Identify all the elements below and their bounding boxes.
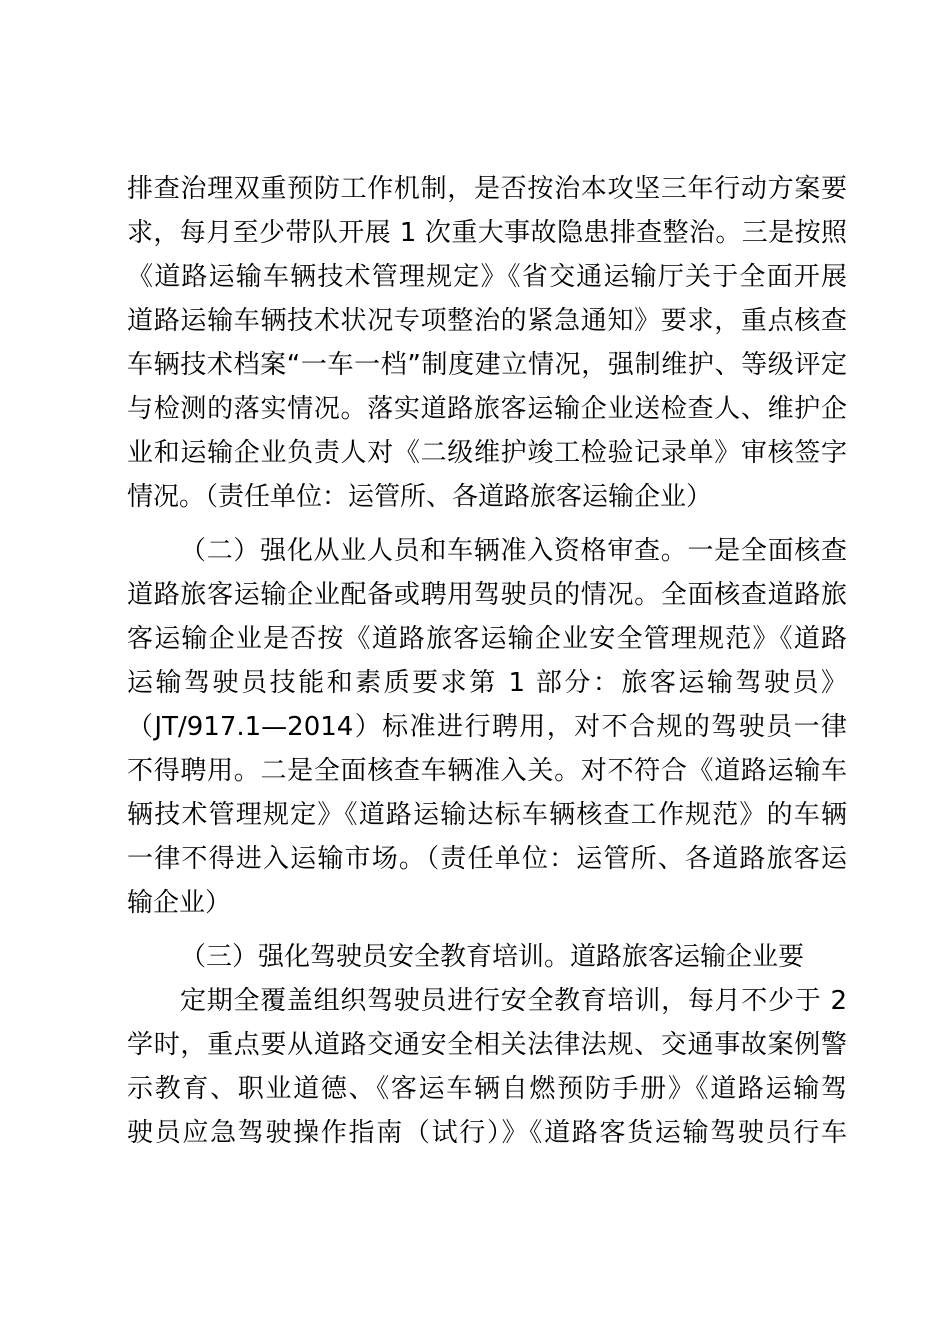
text-line: 道路旅客运输企业配备或聘用驾驶员的情况。全面核查道路旅	[127, 580, 847, 610]
text-line: 一律不得进入运输市场。（责任单位：运管所、各道路旅客运	[127, 844, 847, 874]
text-line: 《道路运输车辆技术管理规定》《省交通运输厅关于全面开展	[127, 262, 847, 292]
text-line: 排查治理双重预防工作机制，是否按治本攻坚三年行动方案要	[127, 174, 847, 204]
text-line: 不得聘用。二是全面核查车辆准入关。对不符合《道路运输车	[127, 756, 847, 786]
text-line: 道路运输车辆技术状况专项整治的紧急通知》要求，重点核查	[127, 306, 847, 336]
text-line: 客运输企业是否按《道路旅客运输企业安全管理规范》《道路	[127, 624, 847, 654]
paragraph-heading-line: （二）强化从业人员和车辆准入资格审查。一是全面核查	[180, 536, 847, 566]
text-line: 运输驾驶员技能和素质要求第 1 部分：旅客运输驾驶员》	[127, 668, 847, 698]
text-line: 车辆技术档案“一车一档”制度建立情况，强制维护、等级评定	[127, 350, 847, 380]
text-line: 示教育、职业道德、《客运车辆自燃预防手册》《道路运输驾	[127, 1074, 847, 1104]
text-line: 情况。（责任单位：运管所、各道路旅客运输企业）	[127, 482, 713, 512]
text-line: 与检测的落实情况。落实道路旅客运输企业送检查人、维护企	[127, 394, 847, 424]
text-line: 驶员应急驾驶操作指南（试行）》《道路客货运输驾驶员行车	[127, 1118, 847, 1148]
text-line: （JT/917.1—2014）标准进行聘用，对不合规的驾驶员一律	[127, 712, 847, 742]
text-line: 辆技术管理规定》《道路运输达标车辆核查工作规范》的车辆	[127, 800, 847, 830]
text-line: 输企业）	[127, 888, 232, 918]
text-line: 定期全覆盖组织驾驶员进行安全教育培训，每月不少于 2	[180, 986, 847, 1016]
text-line: 学时，重点要从道路交通安全相关法律法规、交通事故案例警	[127, 1030, 847, 1060]
text-line: 业和运输企业负责人对《二级维护竣工检验记录单》审核签字	[127, 438, 847, 468]
paragraph-heading-line: （三）强化驾驶员安全教育培训。道路旅客运输企业要	[180, 942, 805, 972]
text-line: 求，每月至少带队开展 1 次重大事故隐患排查整治。三是按照	[127, 218, 847, 248]
